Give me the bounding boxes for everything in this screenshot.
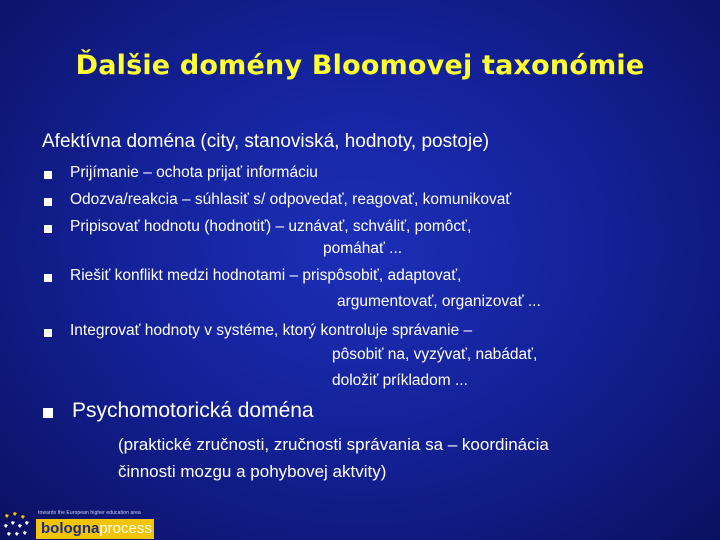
affective-item-5: Integrovať hodnoty v systéme, ktorý kontroluje správanie – [70, 322, 473, 339]
bullet-icon [44, 329, 52, 337]
bullet-icon [44, 274, 52, 282]
affective-item-2: Odozva/reakcia – súhlasiť s/ odpovedať, reagovať, komunikovať [70, 191, 512, 208]
stars-mark-icon [2, 510, 32, 540]
affective-item-1: Prijímanie – ochota prijať informáciu [70, 164, 318, 181]
affective-item-5-cont2: doložiť príkladom ... [332, 372, 468, 389]
logo-tagline: towards the European higher education area [38, 510, 141, 516]
affective-item-3: Pripisovať hodnotu (hodnotiť) – uznávať, schváliť, pomôcť, [70, 218, 472, 235]
bullet-icon [44, 171, 52, 179]
bullet-icon [43, 408, 53, 418]
psychomotor-line-2: činnosti mozgu a pohybovej aktvity) [118, 462, 387, 481]
bullet-icon [44, 198, 52, 206]
slide-title: Ďalšie domény Bloomovej taxonómie [75, 50, 645, 81]
bologna-process-logo [2, 508, 162, 540]
psychomotor-heading: Psychomotorická doména [72, 399, 314, 422]
logo-word-bologna: bologna [41, 520, 100, 537]
affective-item-4-cont: argumentovať, organizovať ... [337, 293, 541, 310]
logo-wordmark [41, 519, 152, 539]
affective-item-4: Riešiť konflikt medzi hodnotami – prispôsobiť, adaptovať, [70, 267, 462, 284]
affective-item-3-cont: pomáhať ... [323, 240, 403, 257]
affective-item-5-cont: pôsobiť na, vyzývať, nabádať, [332, 346, 538, 363]
psychomotor-line-1: (praktické zručnosti, zručnosti správania sa – koordinácia [118, 435, 549, 454]
logo-word-process: process [99, 520, 152, 537]
bullet-icon [44, 225, 52, 233]
affective-heading: Afektívna doména (city, stanoviská, hodnoty, postoje) [42, 131, 490, 152]
